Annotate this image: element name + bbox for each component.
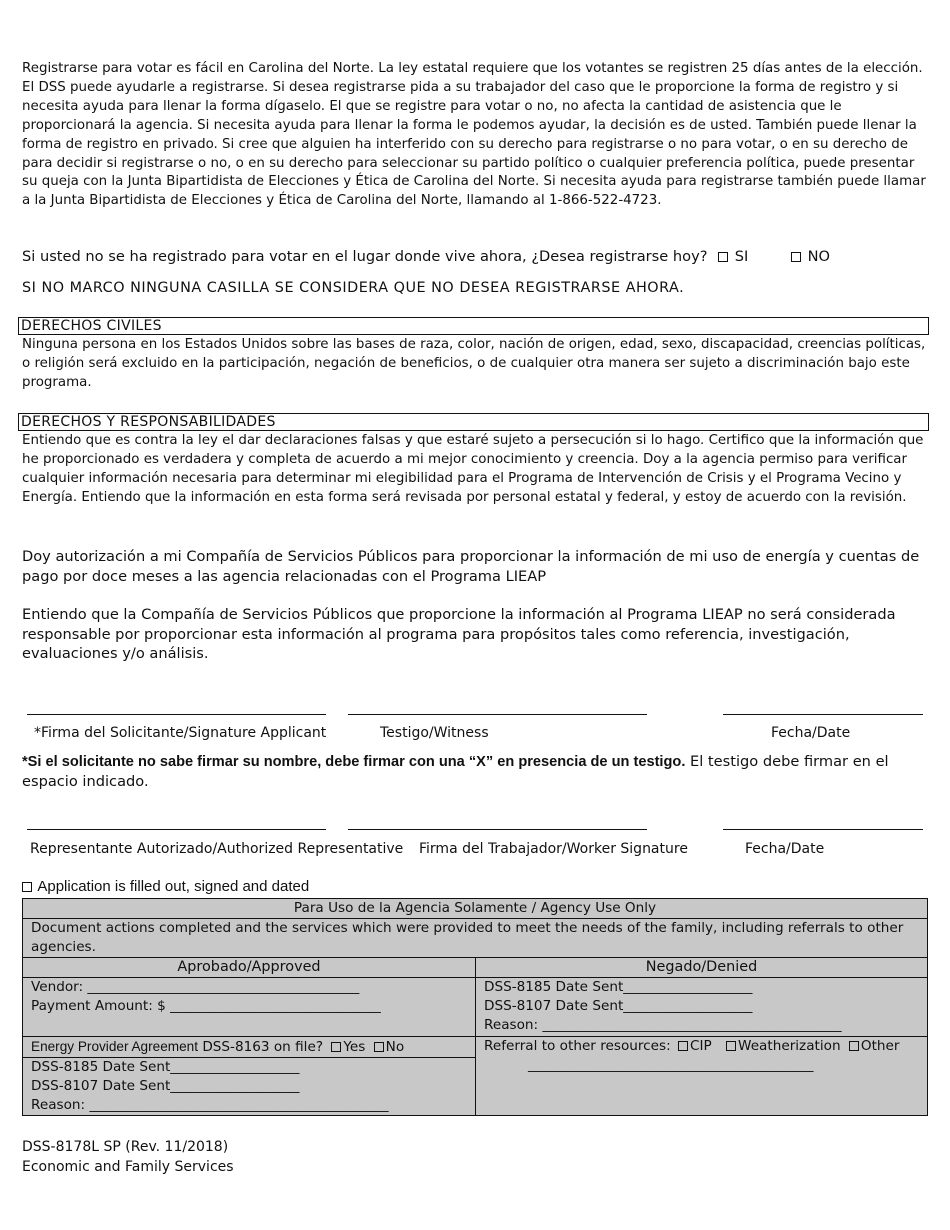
approved-vendor-cell — [23, 978, 476, 1037]
denied-reason-field[interactable]: Reason: ____________________________________________ — [484, 1017, 842, 1033]
other-label: Other — [860, 1038, 900, 1054]
referral-other-line[interactable]: __________________________________________ — [528, 1057, 814, 1073]
form-number: DSS-8178L SP (Rev. 11/2018) — [22, 1139, 229, 1155]
representative-label: Representante Autorizado/Authorized Representative — [30, 841, 404, 857]
applicant-date-line[interactable] — [723, 714, 923, 715]
department-name: Economic and Family Services — [22, 1159, 234, 1175]
voter-question-text: Si usted no se ha registrado para votar en el lugar donde vive ahora, ¿Desea registrarse hoy? — [22, 248, 708, 265]
denied-dss8185-field[interactable]: DSS-8185 Date Sent___________________ — [484, 979, 753, 995]
vendor-field[interactable]: Vendor: ________________________________________ — [31, 979, 360, 995]
utility-authorization-text: Doy autorización a mi Compañía de Servicios Públicos para proporcionar la información de mi uso de energía y cuentas de pago por doce meses a las agencia relacionadas con el Programa LIEAP — [22, 548, 920, 585]
cip-label: CIP — [690, 1038, 712, 1054]
worker-signature-label: Firma del Trabajador/Worker Signature — [419, 841, 688, 857]
worker-date-line[interactable] — [723, 829, 923, 830]
rights-responsibilities-text: Entiendo que es contra la ley el dar declaraciones falsas y que estaré sujeto a persecución si lo hago. Certifico que la información que he proporcionado es verdadera y completa de acuerdo a mi mejor conocimiento y creencia. Doy a la agencia permiso para verificar cualquier información necesaria para determinar mi elegibilidad para el Programa de Intervención de Crisis y el Programa Vecino y Energía. Entiendo que la información en esta forma será revisada por personal estatal y federal, y estoy de acuerdo con la revisión. — [22, 433, 924, 505]
representative-signature-line[interactable] — [27, 829, 326, 830]
worker-signature-line[interactable] — [348, 829, 647, 830]
application-checklist — [22, 878, 309, 895]
cip-checkbox[interactable] — [678, 1041, 688, 1051]
witness-label: Testigo/Witness — [380, 725, 489, 741]
x-note-bold: *Si el solicitante no sabe firmar su nombre, debe firmar con una “X” en presencia de un testigo. — [22, 754, 686, 770]
energy-no-label: No — [385, 1039, 405, 1055]
weatherization-label: Weatherization — [738, 1038, 841, 1054]
approved-forms-cell — [23, 1058, 476, 1116]
energy-yes-checkbox[interactable] — [331, 1042, 341, 1052]
rights-responsibilities-title: DERECHOS Y RESPONSABILIDADES — [18, 413, 929, 431]
voter-registration-paragraph: Registrarse para votar es fácil en Carolina del Norte. La ley estatal requiere que los votantes se registren 25 días antes de la elección. El DSS puede ayudarle a registrarse. Si desea registrarse pida a su trabajador del caso que le proporcione la forma de registro y si necesita ayuda para llenar la forma dígaselo. El que se registre para votar o no, no afecta la cantidad de asistencia que le proporcionará la agencia. Si necesita ayuda para llenar la forma le podemos ayudar, la decisión es de usted. También puede llenar la forma de registro en privado. Si cree que alguien ha interferido con su derecho para registrarse o no para votar, o en su derecho de para decidir si registrarse o no, o en su derecho para seleccionar su partido político o cualquier preferencia política, puede presentar su queja con la Junta Bipartidista de Elecciones y Ética de Carolina del Norte. Si necesita ayuda para registrarse también puede llamar a la Junta Bipartidista de Elecciones y Ética de Carolina del Norte, llamando al 1-866-522-4723. — [22, 61, 926, 209]
applicant-signature-label: *Firma del Solicitante/Signature Applicant — [34, 725, 327, 741]
denied-dss8107-field[interactable]: DSS-8107 Date Sent___________________ — [484, 998, 753, 1014]
application-check-label: Application is filled out, signed and dated — [37, 878, 310, 895]
other-checkbox[interactable] — [849, 1041, 859, 1051]
voter-registration-question — [22, 248, 830, 265]
approved-dss8107-field[interactable]: DSS-8107 Date Sent___________________ — [31, 1078, 300, 1094]
energy-no-checkbox[interactable] — [374, 1042, 384, 1052]
denied-header: Negado/Denied — [476, 958, 928, 978]
referral-label: Referral to other resources: — [484, 1038, 671, 1054]
no-checkbox[interactable] — [791, 252, 801, 262]
referral-cell — [476, 1037, 928, 1116]
applicant-signature-line[interactable] — [27, 714, 326, 715]
utility-liability-text: Entiendo que la Compañía de Servicios Públicos que proporcione la información al Programa LIEAP no será considerada responsable por proporcionar esta información al programa para propósitos tales como referencia, investigación, evaluaciones y/o análisis. — [22, 606, 896, 662]
denied-details-cell — [476, 978, 928, 1037]
no-label: NO — [807, 248, 831, 265]
weatherization-checkbox[interactable] — [726, 1041, 736, 1051]
witness-signature-line[interactable] — [348, 714, 647, 715]
energy-agreement-rest: DSS-8163 on file? — [198, 1039, 324, 1055]
agency-use-table — [22, 898, 928, 1116]
date-label-1: Fecha/Date — [771, 725, 851, 741]
approved-reason-field[interactable]: Reason: ____________________________________________ — [31, 1097, 389, 1113]
yes-checkbox[interactable] — [718, 252, 728, 262]
payment-amount-field[interactable]: Payment Amount: $ _______________________________ — [31, 998, 381, 1014]
x-signature-note — [22, 752, 927, 791]
energy-yes-label: Yes — [343, 1039, 366, 1055]
no-box-notice: SI NO MARCO NINGUNA CASILLA SE CONSIDERA QUE NO DESEA REGISTRARSE AHORA. — [22, 280, 685, 296]
date-label-2: Fecha/Date — [745, 841, 825, 857]
approved-dss8185-field[interactable]: DSS-8185 Date Sent___________________ — [31, 1059, 300, 1075]
yes-label: SI — [734, 248, 749, 265]
civil-rights-text: Ninguna persona en los Estados Unidos sobre las bases de raza, color, nación de origen, edad, sexo, discapacidad, creencias políticas, o religión será excluido en la participación, negación de beneficios, o de cualquier otra manera ser sujeto a discriminación bajo este programa. — [22, 337, 926, 390]
application-complete-checkbox[interactable] — [22, 882, 32, 892]
agency-header: Para Uso de la Agencia Solamente / Agency Use Only — [23, 899, 928, 919]
x-note-normal: El testigo debe firmar en el espacio indicado. — [22, 753, 889, 790]
approved-header: Aprobado/Approved — [23, 958, 476, 978]
civil-rights-title: DERECHOS CIVILES — [18, 317, 929, 335]
agency-instructions: Document actions completed and the services which were provided to meet the needs of the family, including referrals to other agencies. — [23, 919, 928, 958]
energy-agreement-cell — [23, 1037, 476, 1058]
energy-agreement-label: Energy Provider Agreement — [31, 1039, 198, 1054]
